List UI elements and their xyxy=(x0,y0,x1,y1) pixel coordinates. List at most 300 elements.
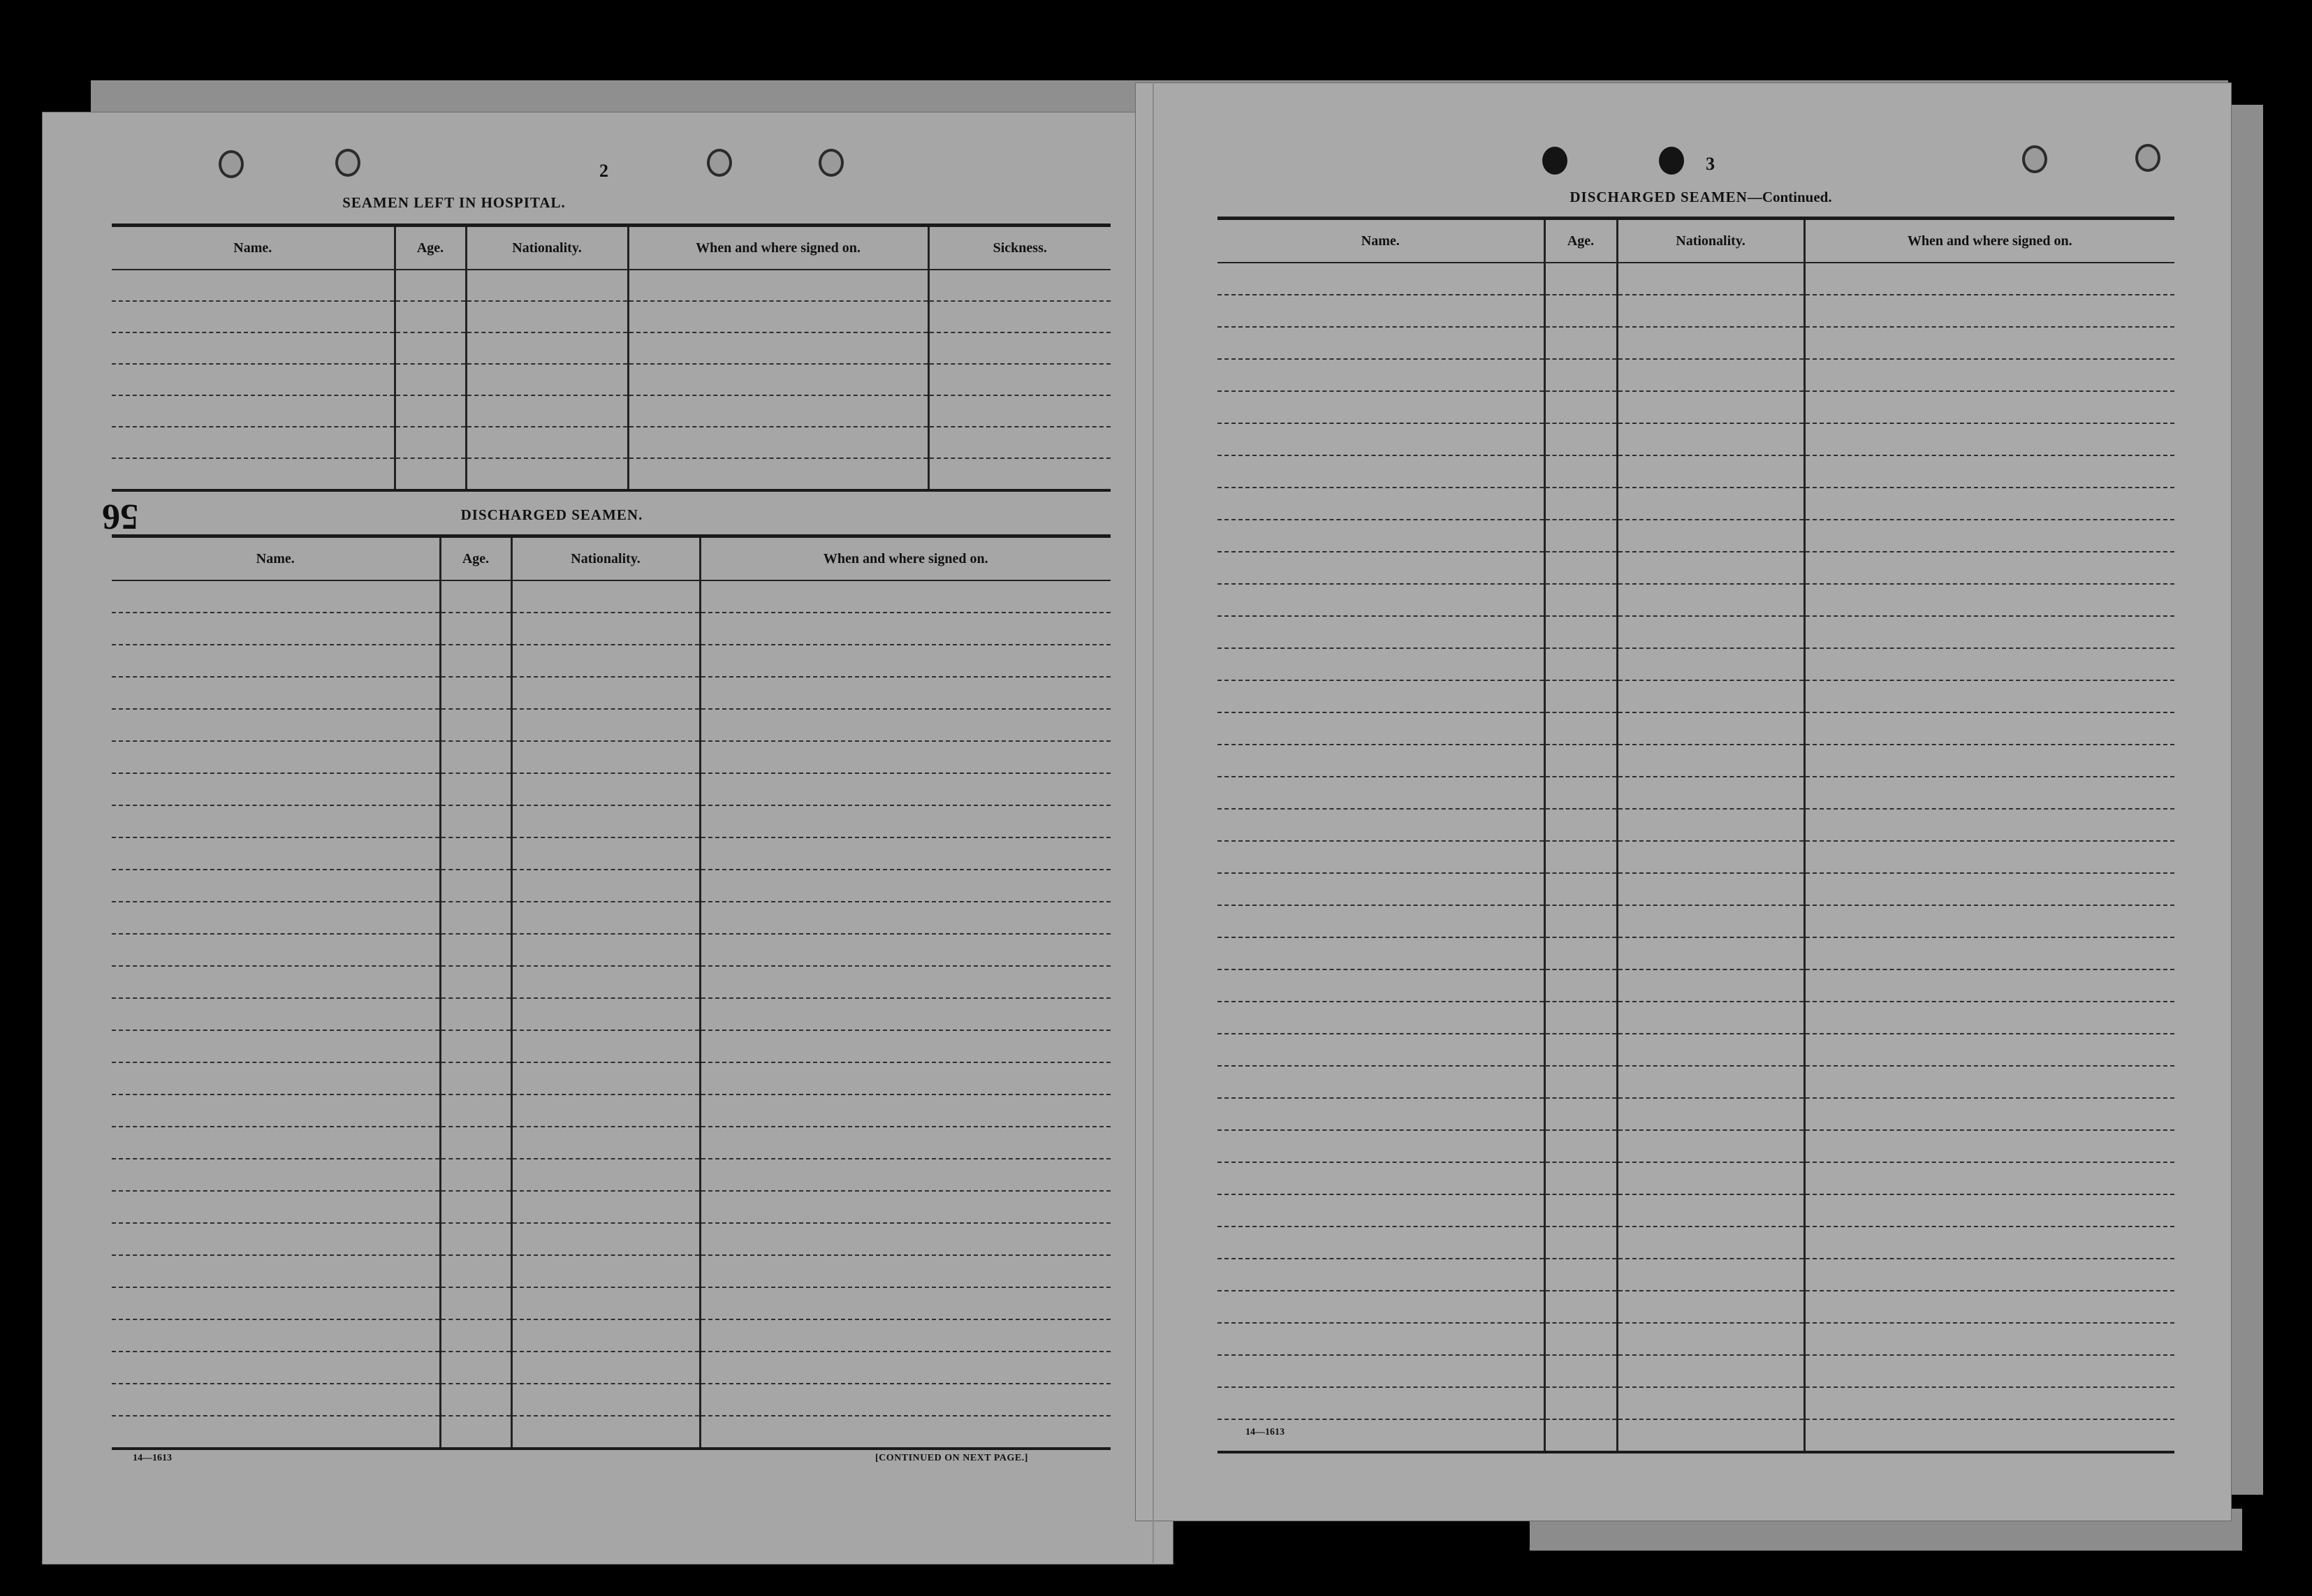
table-row xyxy=(112,741,1111,773)
column-header: Nationality. xyxy=(466,226,628,270)
blank-cell xyxy=(1544,488,1617,520)
blank-cell xyxy=(1217,745,1544,777)
table-row xyxy=(1217,873,2174,905)
column-header: Nationality. xyxy=(511,536,700,581)
blank-cell xyxy=(1617,616,1804,648)
blank-cell xyxy=(112,902,440,934)
blank-cell xyxy=(112,332,395,364)
blank-cell xyxy=(700,1416,1111,1449)
table-row xyxy=(1217,648,2174,680)
blank-cell xyxy=(112,870,440,902)
blank-cell xyxy=(1804,327,2174,359)
blank-cell xyxy=(1217,1323,1544,1355)
blank-cell xyxy=(1544,1355,1617,1387)
blank-cell xyxy=(511,1062,700,1094)
table-row xyxy=(1217,488,2174,520)
blank-cell xyxy=(928,364,1111,395)
blank-cell xyxy=(700,1159,1111,1191)
blank-cell xyxy=(1544,873,1617,905)
blank-cell xyxy=(1217,680,1544,712)
blank-cell xyxy=(440,1127,511,1159)
table-row xyxy=(112,1416,1111,1449)
blank-cell xyxy=(440,580,511,613)
blank-cell xyxy=(1804,488,2174,520)
blank-cell xyxy=(112,1352,440,1384)
blank-cell xyxy=(1617,1066,1804,1098)
blank-cell xyxy=(511,1384,700,1416)
table-row xyxy=(1217,1034,2174,1066)
blank-cell xyxy=(1804,295,2174,327)
blank-cell xyxy=(1617,680,1804,712)
blank-cell xyxy=(511,1127,700,1159)
punch-hole-icon xyxy=(707,149,732,177)
blank-cell xyxy=(440,934,511,966)
blank-cell xyxy=(1217,391,1544,423)
table-row xyxy=(1217,777,2174,809)
table-row xyxy=(112,870,1111,902)
blank-cell xyxy=(1804,905,2174,937)
form-code: 14—1613 xyxy=(1245,1427,1285,1437)
blank-cell xyxy=(466,427,628,458)
column-header: Age. xyxy=(440,536,511,581)
blank-cell xyxy=(700,805,1111,837)
blank-cell xyxy=(700,613,1111,645)
blank-cell xyxy=(1544,584,1617,616)
blank-cell xyxy=(1544,263,1617,295)
blank-cell xyxy=(1544,1002,1617,1034)
table-row xyxy=(112,1384,1111,1416)
blank-cell xyxy=(1544,1162,1617,1194)
blank-cell xyxy=(700,1127,1111,1159)
table-row xyxy=(112,1223,1111,1255)
section-title-text: DISCHARGED SEAMEN xyxy=(1570,189,1748,205)
blank-cell xyxy=(440,645,511,677)
blank-cell xyxy=(1217,969,1544,1002)
blank-cell xyxy=(395,301,466,332)
blank-cell xyxy=(1217,1066,1544,1098)
blank-cell xyxy=(1617,455,1804,488)
table-row xyxy=(1217,905,2174,937)
blank-cell xyxy=(1804,1419,2174,1452)
blank-cell xyxy=(511,645,700,677)
blank-cell xyxy=(1617,423,1804,455)
blank-cell xyxy=(628,332,928,364)
table-row xyxy=(112,1319,1111,1352)
blank-cell xyxy=(1617,295,1804,327)
blank-cell xyxy=(112,1384,440,1416)
table-row xyxy=(112,934,1111,966)
blank-cell xyxy=(511,709,700,741)
blank-cell xyxy=(1617,873,1804,905)
blank-cell xyxy=(700,741,1111,773)
blank-cell xyxy=(1804,937,2174,969)
blank-cell xyxy=(440,1287,511,1319)
blank-cell xyxy=(466,270,628,301)
table-row xyxy=(112,427,1111,458)
blank-cell xyxy=(700,966,1111,998)
table-row xyxy=(112,966,1111,998)
blank-cell xyxy=(700,998,1111,1030)
blank-cell xyxy=(511,1030,700,1062)
blank-cell xyxy=(1217,905,1544,937)
discharged-continued-title xyxy=(1540,189,1861,206)
blank-cell xyxy=(928,332,1111,364)
blank-cell xyxy=(1544,455,1617,488)
blank-cell xyxy=(511,837,700,870)
column-header: Name. xyxy=(112,536,440,581)
blank-cell xyxy=(1544,552,1617,584)
blank-cell xyxy=(1217,1227,1544,1259)
blank-cell xyxy=(112,805,440,837)
table-row xyxy=(1217,969,2174,1002)
blank-cell xyxy=(1617,520,1804,552)
blank-cell xyxy=(700,1191,1111,1223)
blank-cell xyxy=(1804,1227,2174,1259)
page-number: 3 xyxy=(1706,154,1715,174)
blank-cell xyxy=(440,1255,511,1287)
table-row xyxy=(112,332,1111,364)
blank-cell xyxy=(440,998,511,1030)
blank-cell xyxy=(1617,1355,1804,1387)
hospital-table xyxy=(112,224,1111,492)
blank-cell xyxy=(628,427,928,458)
discharged-seamen-table xyxy=(112,534,1111,1450)
blank-cell xyxy=(1617,584,1804,616)
blank-cell xyxy=(1804,1291,2174,1323)
blank-cell xyxy=(1804,777,2174,809)
blank-cell xyxy=(112,741,440,773)
blank-cell xyxy=(1217,777,1544,809)
blank-cell xyxy=(1617,1419,1804,1452)
blank-cell xyxy=(511,902,700,934)
blank-cell xyxy=(1217,712,1544,745)
blank-cell xyxy=(440,677,511,709)
blank-cell xyxy=(1617,648,1804,680)
table-row xyxy=(1217,712,2174,745)
blank-cell xyxy=(1804,616,2174,648)
blank-cell xyxy=(112,934,440,966)
blank-cell xyxy=(112,1030,440,1062)
blank-cell xyxy=(700,773,1111,805)
blank-cell xyxy=(1544,616,1617,648)
blank-cell xyxy=(1217,1259,1544,1291)
blank-cell xyxy=(1804,1387,2174,1419)
blank-cell xyxy=(1617,809,1804,841)
table-row xyxy=(112,773,1111,805)
table-row xyxy=(1217,1323,2174,1355)
blank-cell xyxy=(395,270,466,301)
blank-cell xyxy=(1217,648,1544,680)
blank-cell xyxy=(1544,423,1617,455)
table-row xyxy=(112,1191,1111,1223)
blank-cell xyxy=(440,1223,511,1255)
table-row xyxy=(112,805,1111,837)
blank-cell xyxy=(1804,455,2174,488)
blank-cell xyxy=(440,1384,511,1416)
table-row xyxy=(1217,841,2174,873)
blank-cell xyxy=(1804,520,2174,552)
table-row xyxy=(112,645,1111,677)
blank-cell xyxy=(1544,1323,1617,1355)
blank-cell xyxy=(1217,616,1544,648)
blank-cell xyxy=(1617,263,1804,295)
blank-cell xyxy=(112,301,395,332)
blank-cell xyxy=(628,301,928,332)
blank-cell xyxy=(1804,1002,2174,1034)
section-title-suffix: —Continued. xyxy=(1747,189,1832,205)
blank-cell xyxy=(511,1352,700,1384)
table-row xyxy=(112,270,1111,301)
blank-cell xyxy=(112,709,440,741)
blank-cell xyxy=(112,395,395,427)
blank-cell xyxy=(440,1094,511,1127)
blank-cell xyxy=(1544,680,1617,712)
blank-cell xyxy=(1217,520,1544,552)
blank-cell xyxy=(440,1062,511,1094)
blank-cell xyxy=(440,870,511,902)
blank-cell xyxy=(1617,552,1804,584)
blank-cell xyxy=(112,1416,440,1449)
table-row xyxy=(1217,616,2174,648)
blank-cell xyxy=(700,1030,1111,1062)
blank-cell xyxy=(1617,1194,1804,1227)
blank-cell xyxy=(1804,1355,2174,1387)
blank-cell xyxy=(1544,1291,1617,1323)
table-row xyxy=(112,580,1111,613)
blank-cell xyxy=(112,1159,440,1191)
blank-cell xyxy=(112,458,395,490)
blank-cell xyxy=(1804,712,2174,745)
blank-cell xyxy=(1617,1130,1804,1162)
column-header: Nationality. xyxy=(1617,219,1804,263)
blank-cell xyxy=(700,1094,1111,1127)
right-page xyxy=(1135,82,2232,1521)
table-row xyxy=(1217,1194,2174,1227)
blank-cell xyxy=(700,677,1111,709)
blank-cell xyxy=(1804,873,2174,905)
page-number: 2 xyxy=(599,161,608,181)
blank-cell xyxy=(1544,905,1617,937)
blank-cell xyxy=(1617,1002,1804,1034)
punch-hole-icon xyxy=(219,150,244,178)
blank-cell xyxy=(1617,1387,1804,1419)
blank-cell xyxy=(1544,1130,1617,1162)
blank-cell xyxy=(628,458,928,490)
blank-cell xyxy=(700,1062,1111,1094)
column-header: When and where signed on. xyxy=(700,536,1111,581)
blank-cell xyxy=(1217,327,1544,359)
blank-cell xyxy=(1217,423,1544,455)
table-row xyxy=(1217,359,2174,391)
blank-cell xyxy=(1217,1098,1544,1130)
blank-cell xyxy=(928,270,1111,301)
blank-cell xyxy=(112,270,395,301)
table-row xyxy=(1217,745,2174,777)
blank-cell xyxy=(511,1319,700,1352)
blank-cell xyxy=(1617,1259,1804,1291)
blank-cell xyxy=(1544,648,1617,680)
blank-cell xyxy=(1544,1098,1617,1130)
table-row xyxy=(112,613,1111,645)
table-row xyxy=(1217,1227,2174,1259)
blank-cell xyxy=(1217,263,1544,295)
table-row xyxy=(112,301,1111,332)
table-row xyxy=(1217,1419,2174,1452)
table-row xyxy=(112,1030,1111,1062)
table-row xyxy=(1217,552,2174,584)
blank-cell xyxy=(1617,1034,1804,1066)
continued-note: [CONTINUED ON NEXT PAGE.] xyxy=(875,1453,1028,1463)
blank-cell xyxy=(700,645,1111,677)
blank-cell xyxy=(700,709,1111,741)
table-row xyxy=(112,677,1111,709)
blank-cell xyxy=(395,364,466,395)
blank-cell xyxy=(511,870,700,902)
hospital-section-title: SEAMEN LEFT IN HOSPITAL. xyxy=(342,194,566,211)
blank-cell xyxy=(1617,905,1804,937)
blank-cell xyxy=(1544,745,1617,777)
blank-cell xyxy=(1804,745,2174,777)
blank-cell xyxy=(1804,1323,2174,1355)
blank-cell xyxy=(1804,648,2174,680)
blank-cell xyxy=(440,1030,511,1062)
blank-cell xyxy=(511,1191,700,1223)
blank-cell xyxy=(1804,1098,2174,1130)
blank-cell xyxy=(466,364,628,395)
blank-cell xyxy=(700,1255,1111,1287)
blank-cell xyxy=(1804,680,2174,712)
blank-cell xyxy=(700,1352,1111,1384)
blank-cell xyxy=(1617,937,1804,969)
blank-cell xyxy=(1544,1066,1617,1098)
table-row xyxy=(1217,455,2174,488)
column-header: Age. xyxy=(395,226,466,270)
blank-cell xyxy=(440,773,511,805)
blank-cell xyxy=(1544,1194,1617,1227)
blank-cell xyxy=(1217,1194,1544,1227)
blank-cell xyxy=(1617,391,1804,423)
column-header: Name. xyxy=(1217,219,1544,263)
blank-cell xyxy=(1544,391,1617,423)
left-page xyxy=(42,112,1173,1565)
table-row xyxy=(1217,1387,2174,1419)
blank-cell xyxy=(511,1094,700,1127)
table-row xyxy=(1217,520,2174,552)
table-row xyxy=(112,1159,1111,1191)
blank-cell xyxy=(1217,1034,1544,1066)
blank-cell xyxy=(1217,488,1544,520)
blank-cell xyxy=(440,1416,511,1449)
blank-cell xyxy=(1617,1323,1804,1355)
blank-cell xyxy=(700,837,1111,870)
blank-cell xyxy=(112,645,440,677)
blank-cell xyxy=(511,966,700,998)
blank-cell xyxy=(1544,777,1617,809)
table-row xyxy=(1217,327,2174,359)
table-row xyxy=(1217,1130,2174,1162)
table-row xyxy=(1217,1162,2174,1194)
blank-cell xyxy=(1804,584,2174,616)
table-row xyxy=(112,709,1111,741)
blank-cell xyxy=(1804,359,2174,391)
blank-cell xyxy=(511,1223,700,1255)
blank-cell xyxy=(1804,841,2174,873)
blank-cell xyxy=(1217,1002,1544,1034)
blank-cell xyxy=(1217,841,1544,873)
blank-cell xyxy=(1544,841,1617,873)
table-row xyxy=(112,902,1111,934)
table-row xyxy=(1217,1002,2174,1034)
table-row xyxy=(112,1255,1111,1287)
table-row xyxy=(1217,423,2174,455)
blank-cell xyxy=(1804,1259,2174,1291)
blank-cell xyxy=(440,837,511,870)
blank-cell xyxy=(1217,937,1544,969)
blank-cell xyxy=(628,270,928,301)
blank-cell xyxy=(112,837,440,870)
column-header: Sickness. xyxy=(928,226,1111,270)
blank-cell xyxy=(928,427,1111,458)
blank-cell xyxy=(112,1223,440,1255)
blank-cell xyxy=(511,741,700,773)
blank-cell xyxy=(112,1255,440,1287)
blank-cell xyxy=(466,332,628,364)
page-fold xyxy=(1153,82,1154,1563)
table-row xyxy=(112,458,1111,490)
blank-cell xyxy=(1217,1355,1544,1387)
blank-cell xyxy=(1617,1162,1804,1194)
table-row xyxy=(112,1352,1111,1384)
margin-number: 56 xyxy=(102,497,138,536)
blank-cell xyxy=(1544,809,1617,841)
blank-cell xyxy=(928,458,1111,490)
blank-cell xyxy=(112,1287,440,1319)
blank-cell xyxy=(1217,295,1544,327)
blank-cell xyxy=(511,1416,700,1449)
punch-hole-icon xyxy=(1542,147,1567,175)
column-header: Name. xyxy=(112,226,395,270)
blank-cell xyxy=(112,364,395,395)
table-row xyxy=(1217,263,2174,295)
blank-cell xyxy=(700,1287,1111,1319)
blank-cell xyxy=(112,580,440,613)
blank-cell xyxy=(1217,1130,1544,1162)
blank-cell xyxy=(1544,1227,1617,1259)
blank-cell xyxy=(1217,455,1544,488)
blank-cell xyxy=(1544,1387,1617,1419)
punch-hole-icon xyxy=(2135,144,2160,172)
table-row xyxy=(112,364,1111,395)
blank-cell xyxy=(1544,359,1617,391)
table-row xyxy=(1217,391,2174,423)
blank-cell xyxy=(1544,295,1617,327)
table-row xyxy=(1217,937,2174,969)
blank-cell xyxy=(1804,1034,2174,1066)
blank-cell xyxy=(1217,1387,1544,1419)
blank-cell xyxy=(700,1223,1111,1255)
blank-cell xyxy=(511,1255,700,1287)
blank-cell xyxy=(440,966,511,998)
blank-cell xyxy=(1804,1066,2174,1098)
blank-cell xyxy=(1804,391,2174,423)
blank-cell xyxy=(1617,359,1804,391)
table-row xyxy=(112,1062,1111,1094)
blank-cell xyxy=(1617,712,1804,745)
blank-cell xyxy=(1804,1194,2174,1227)
blank-cell xyxy=(1804,1130,2174,1162)
blank-cell xyxy=(466,301,628,332)
blank-cell xyxy=(1217,1162,1544,1194)
